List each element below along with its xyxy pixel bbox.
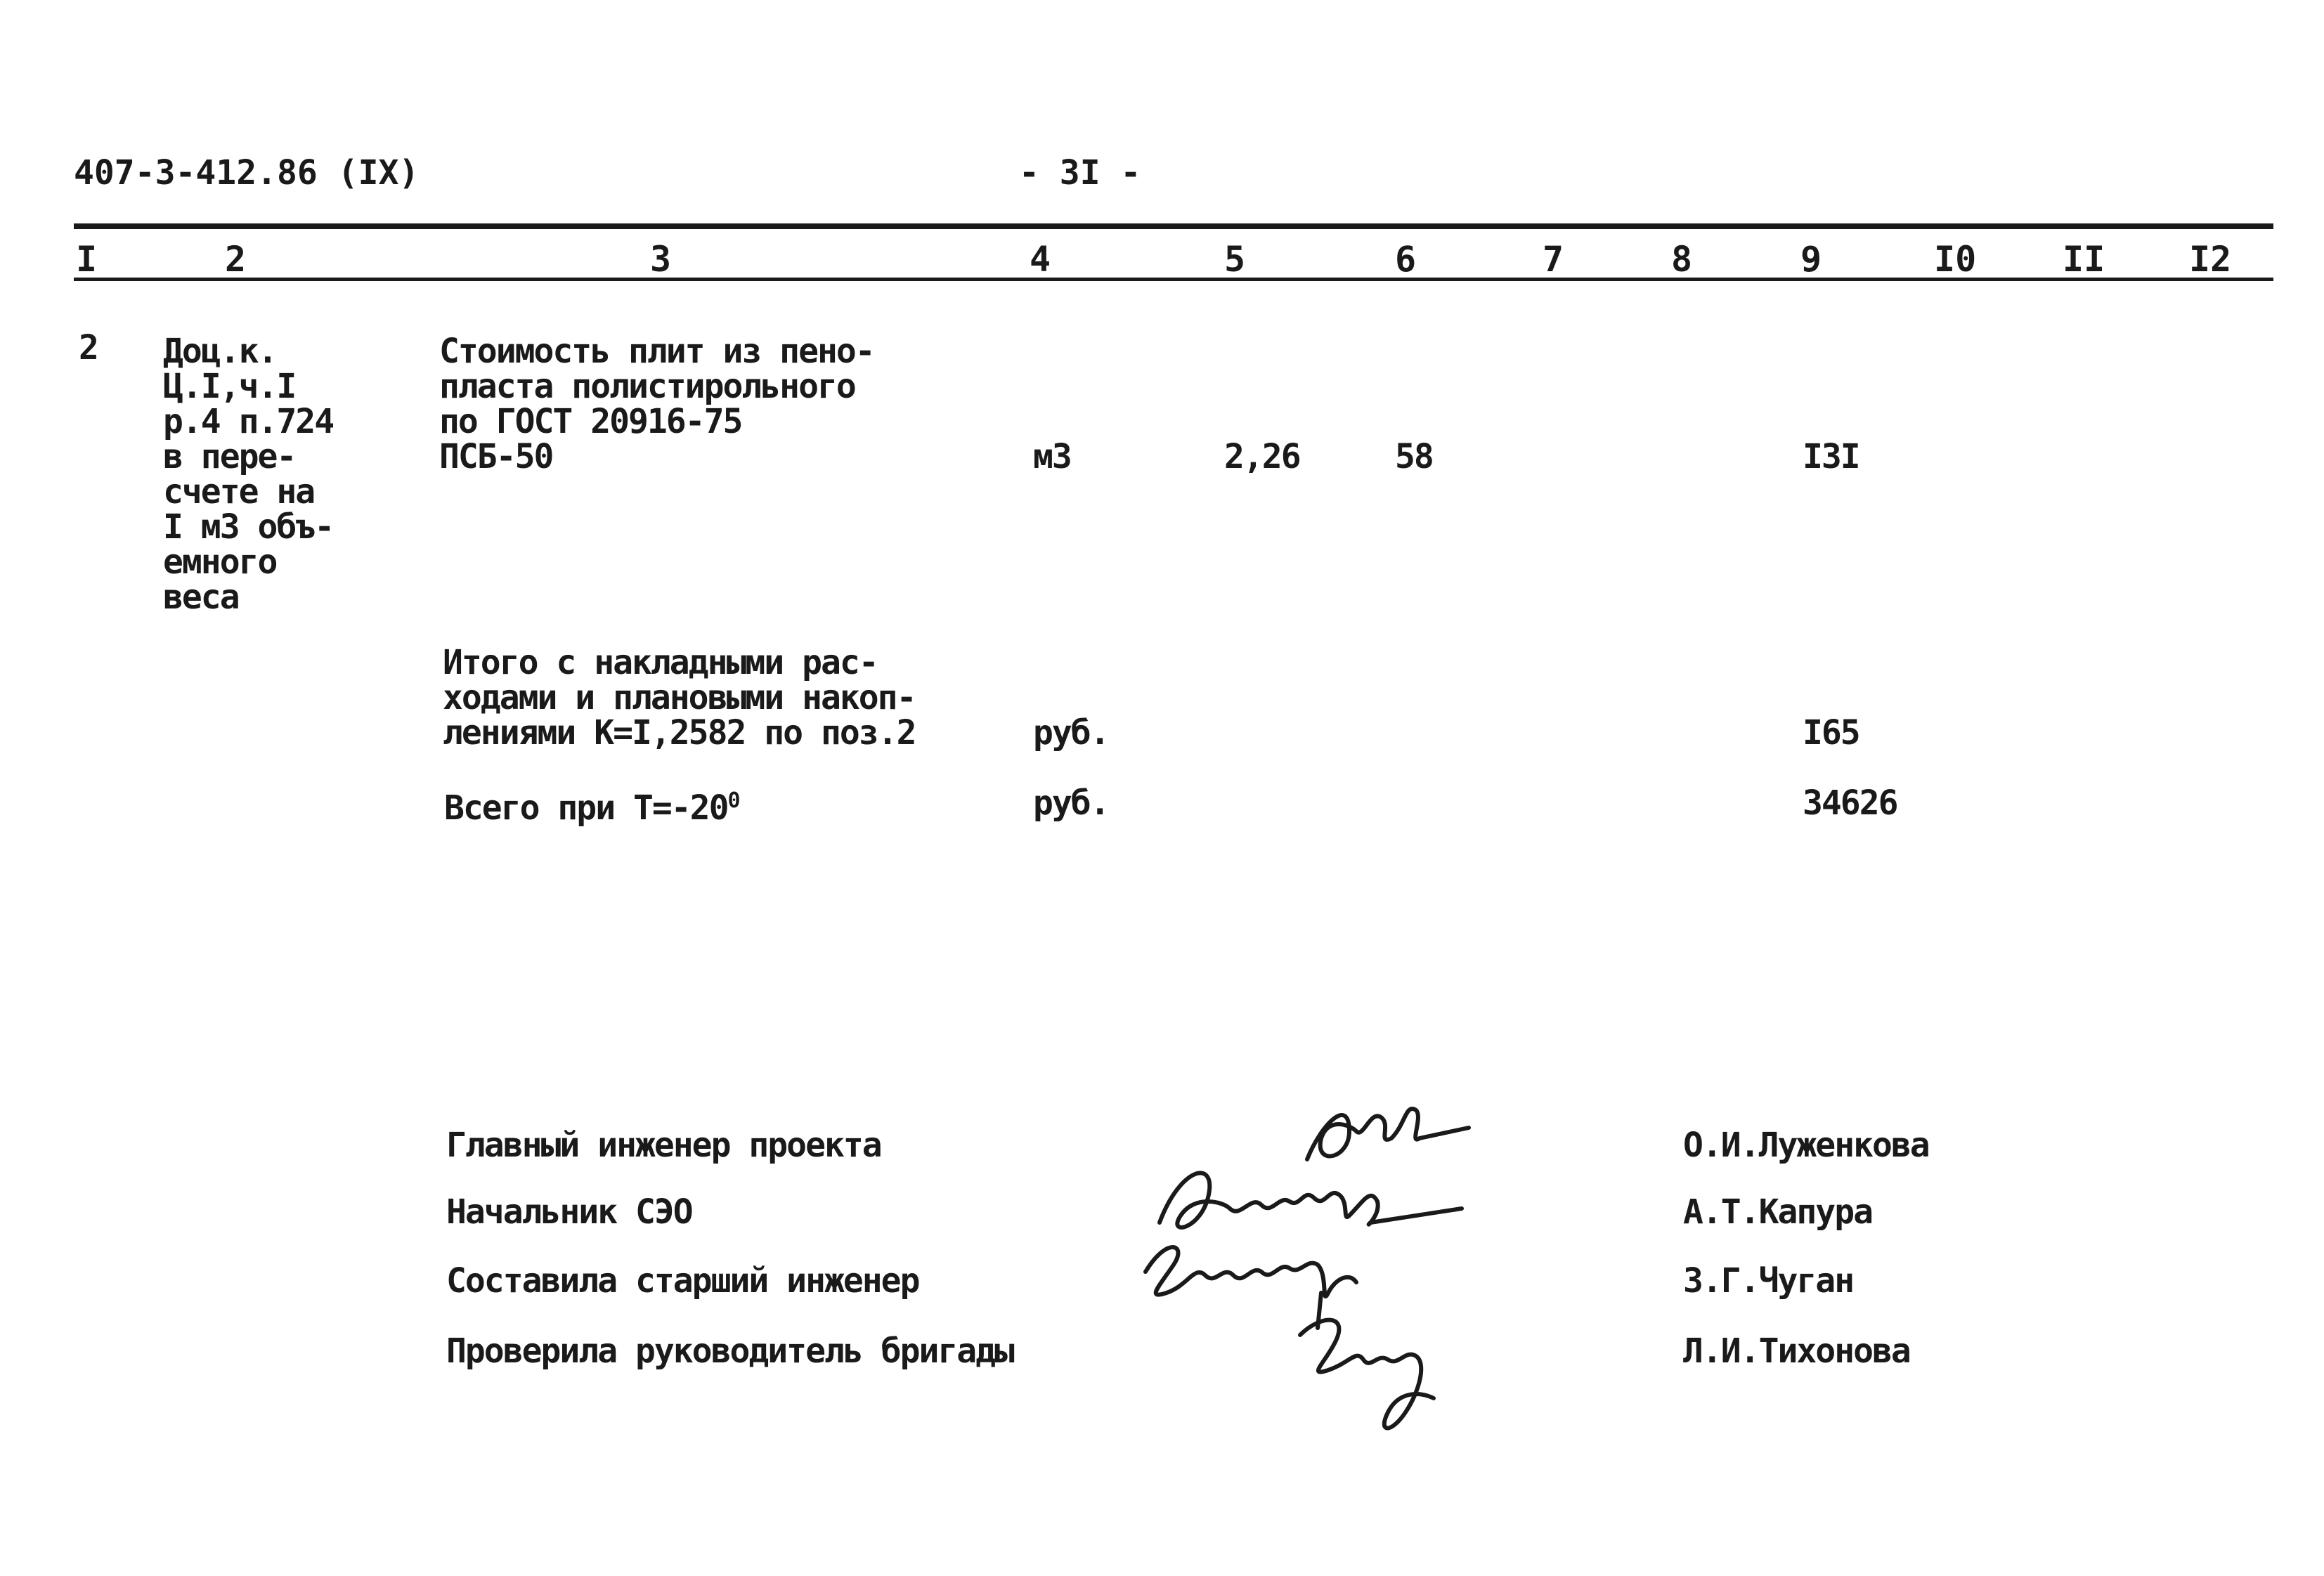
column-number: 7 [1543, 239, 1564, 280]
table-top-rule [74, 223, 2273, 229]
reference-line: емного [163, 542, 277, 582]
column-number: 5 [1224, 239, 1246, 280]
signature-name: З.Г.Чуган [1683, 1261, 1854, 1301]
document-code: 407-3-412.86 (IX) [74, 153, 420, 193]
column-number: I0 [1934, 239, 1977, 280]
row-number: 2 [79, 328, 98, 367]
reference-line: I м3 объ- [163, 507, 334, 547]
subtotal-line: ходами и плановыми накоп- [443, 678, 916, 717]
grand-total-value: 34626 [1803, 783, 1897, 823]
signature-role: Главный инженер проекта [446, 1126, 881, 1165]
description-line: ПСБ-50 [439, 437, 553, 476]
reference-line: р.4 п.724 [163, 402, 334, 441]
signature-name: А.Т.Капура [1683, 1192, 1872, 1232]
column-number: 8 [1671, 239, 1693, 280]
reference-line: счете на [163, 472, 315, 512]
column-number: II [2063, 239, 2105, 280]
reference-line: Доц.к. [163, 332, 277, 371]
description-line: пласта полистирольного [439, 367, 855, 406]
subtotal-total: I65 [1803, 713, 1859, 753]
row-total: I3I [1803, 437, 1859, 476]
column-number: 6 [1395, 239, 1417, 280]
subtotal-line: Итого с накладными рас- [443, 643, 878, 682]
column-number: 3 [650, 239, 672, 280]
column-number: I2 [2189, 239, 2232, 280]
signature-role: Составила старший инженер [446, 1261, 919, 1301]
grand-total-unit: руб. [1033, 783, 1109, 823]
signature-name: О.И.Луженкова [1683, 1126, 1929, 1165]
row-quantity: 2,26 [1224, 437, 1300, 476]
description-line: Стоимость плит из пено- [439, 332, 874, 371]
subtotal-unit: руб. [1033, 713, 1109, 753]
row-unit: м3 [1033, 437, 1071, 476]
reference-line: Ц.I,ч.I [163, 367, 296, 406]
row-price: 58 [1395, 437, 1433, 476]
column-number: 4 [1030, 239, 1051, 280]
reference-line: в пере- [163, 437, 296, 476]
handwritten-signatures [1138, 1082, 1574, 1447]
grand-total-label: Всего при $Т=-20^0$ [444, 788, 739, 828]
degree-superscript: 0 [727, 788, 739, 813]
column-number: I [76, 239, 98, 280]
description-line: по ГОСТ 20916-75 [439, 402, 742, 441]
signature-name: Л.И.Тихонова [1683, 1331, 1910, 1371]
page-number: - 3I - [1019, 153, 1141, 193]
subtotal-line: лениями К=I,2582 по поз.2 [443, 713, 916, 753]
column-number: 2 [225, 239, 247, 280]
signature-role: Проверила руководитель бригады [446, 1331, 1013, 1371]
column-number: 9 [1800, 239, 1822, 280]
signature-role: Начальник СЭО [446, 1192, 692, 1232]
reference-line: веса [163, 578, 239, 617]
